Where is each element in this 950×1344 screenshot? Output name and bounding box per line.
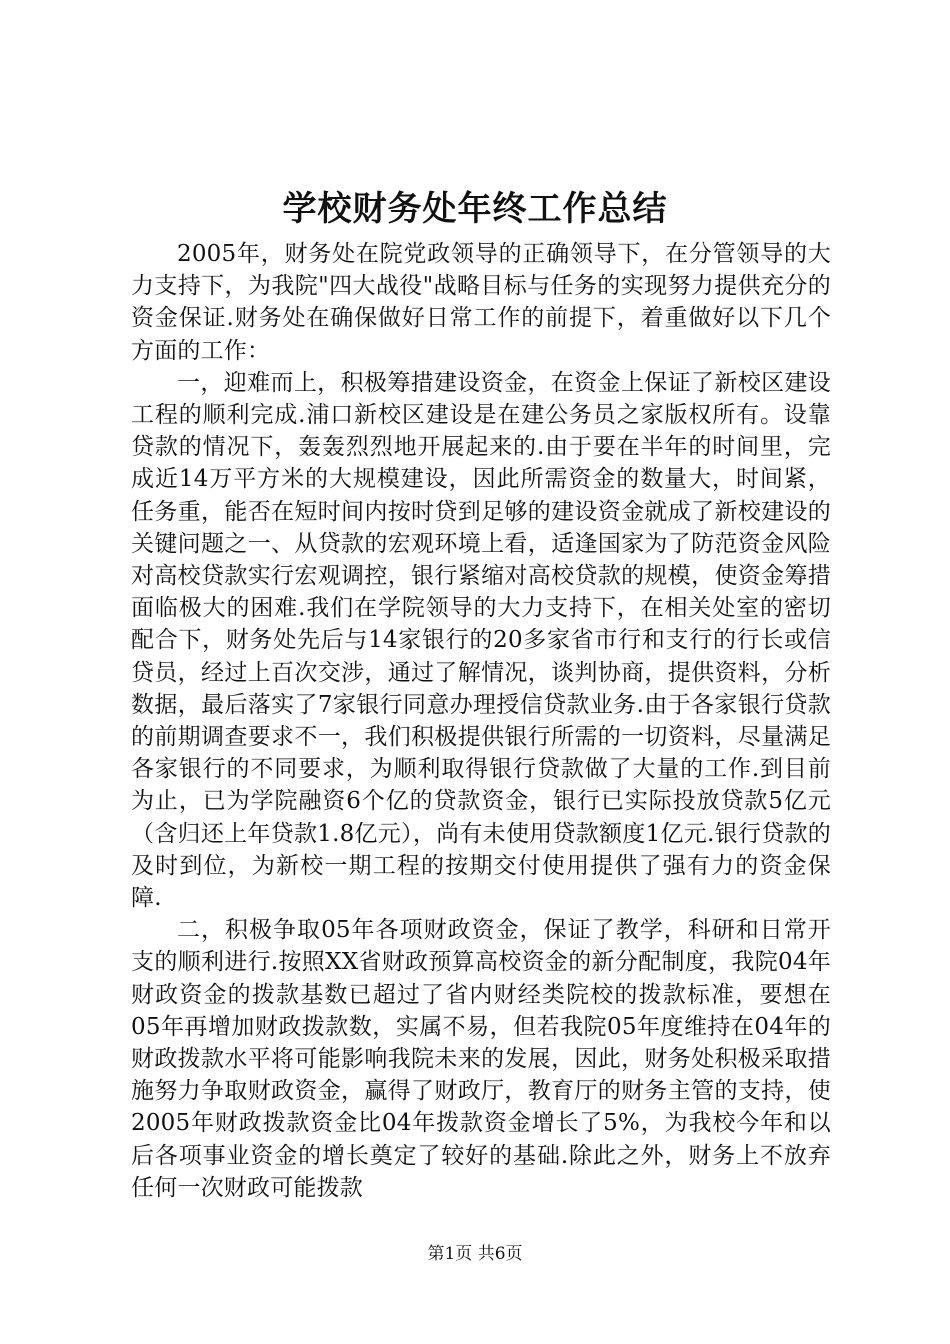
page-number-footer: 第1页 共6页	[427, 1244, 523, 1264]
document-body	[131, 238, 831, 1204]
paragraph-intro: 2005年，财务处在院党政领导的正确领导下，在分管领导的大力支持下，为我院"四大战役"战略目标与任务的实现努力提供充分的资金保证.财务处在确保做好日常工作的前提下，着重做好以下几个方面的工作：	[131, 241, 831, 364]
paragraph-section-two: 二，积极争取05年各项财政资金，保证了教学，科研和日常开支的顺利进行.按照XX省财政预算高校资金的新分配制度，我院04年财政资金的拨款基数已超过了省内财经类院校的拨款标准，要想在05年再增加财政拨款数，实属不易，但若我院05年度维持在04年的财政拨款水平将可能影响我院未来的发展，因此，财务处积极采取措施努力争取财政资金，赢得了财政厅，教育厅的财务主管的支持，使2005年财政拨款资金比04年拨款资金增长了5%，为我校今年和以后各项事业资金的增长奠定了较好的基础.除此之外，财务上不放弃任何一次财政可能拨款	[131, 917, 831, 1201]
document-title: 学校财务处年终工作总结	[282, 189, 668, 229]
paragraph-section-one: 一，迎难而上，积极筹措建设资金，在资金上保证了新校区建设工程的顺利完成.浦口新校区建设是在建公务员之家版权所有。设靠贷款的情况下，轰轰烈烈地开展起来的.由于要在半年的时间里，完成近14万平方米的大规模建设，因此所需资金的数量大，时间紧，任务重，能否在短时间内按时贷到足够的建设资金就成了新校建设的关键问题之一、从贷款的宏观环境上看，适逢国家为了防范资金风险对高校贷款实行宏观调控，银行紧缩对高校贷款的规模，使资金筹措面临极大的困难.我们在学院领导的大力支持下，在相关处室的密切配合下，财务处先后与14家银行的20多家省市行和支行的行长或信贷员，经过上百次交涉，通过了解情况，谈判协商，提供资料，分析数据，最后落实了7家银行同意办理授信贷款业务.由于各家银行贷款的前期调查要求不一，我们积极提供银行所需的一切资料，尽量满足各家银行的不同要求，为顺利取得银行贷款做了大量的工作.到目前为止，已为学院融资6个亿的贷款资金，银行已实际投放贷款5亿元（含归还上年贷款1.8亿元），尚有未使用贷款额度1亿元.银行贷款的及时到位，为新校一期工程的按期交付使用提供了强有力的资金保障.	[131, 369, 831, 912]
